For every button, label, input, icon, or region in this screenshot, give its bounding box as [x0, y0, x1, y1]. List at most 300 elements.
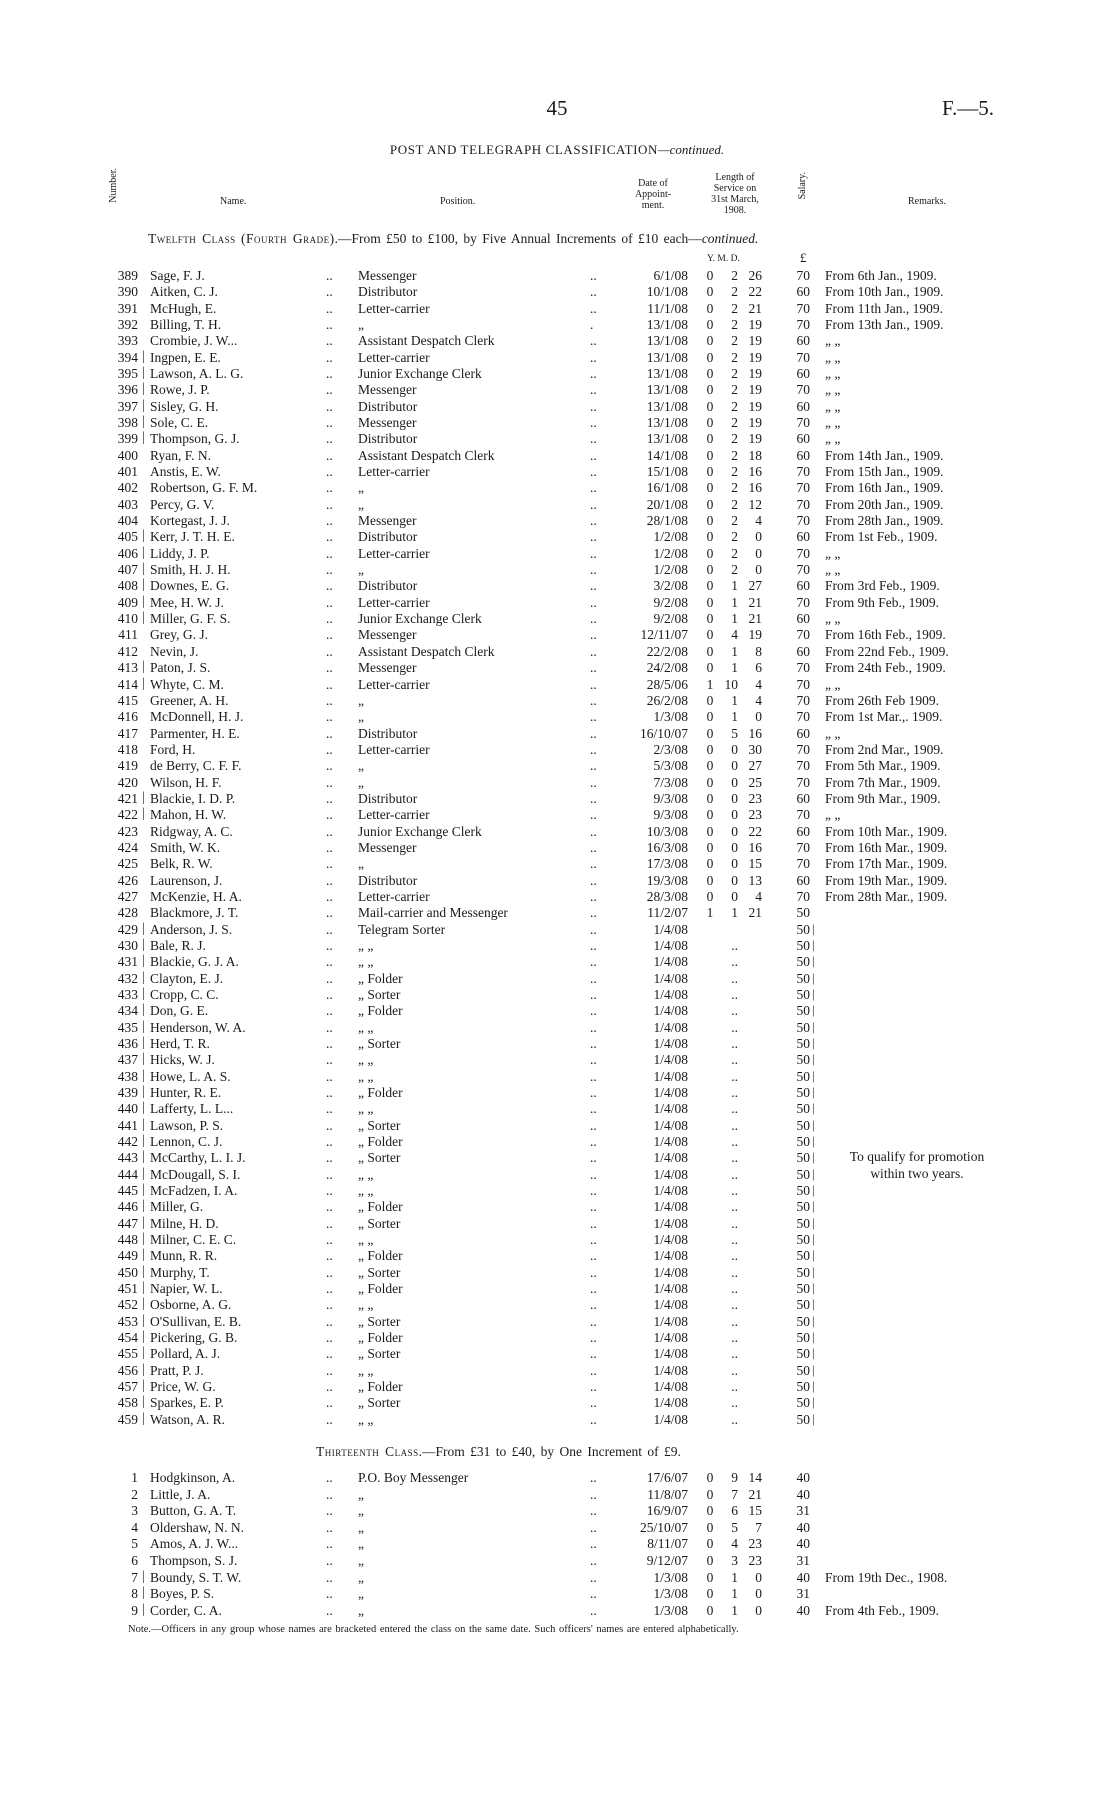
table-row	[0, 1536, 1114, 1552]
cell-sal: 40	[796, 1569, 810, 1585]
cell-pos: „ „	[358, 1411, 374, 1427]
cell-y: 0	[706, 300, 714, 316]
cell-pd: ..	[590, 1519, 597, 1535]
cell-m: ..	[731, 1019, 738, 1035]
cell-m: 0	[731, 872, 738, 888]
cell-pd: ..	[590, 1232, 597, 1248]
cell-pos: „ Sorter	[358, 1313, 401, 1329]
cell-no: 3	[131, 1503, 138, 1519]
cell-m: ..	[731, 1199, 738, 1215]
cell-rem: From 7th Mar., 1909.	[825, 774, 941, 790]
cell-date: 11/1/08	[647, 300, 688, 316]
cell-pd: ..	[590, 1199, 597, 1215]
cell-pd: ..	[590, 1035, 597, 1051]
cell-pos: „ Sorter	[358, 1117, 401, 1133]
cell-sal: 50	[796, 1085, 810, 1100]
cell-name: McDougall, S. I.	[150, 1166, 241, 1182]
cell-sal: 50	[796, 970, 810, 986]
cell-no: 455	[117, 1346, 138, 1362]
cell-pos: Junior Exchange Clerk	[358, 823, 482, 839]
cell-no: 2	[131, 1486, 138, 1502]
cell-rem: From 24th Feb., 1909.	[825, 660, 946, 676]
cell-m: 2	[731, 513, 738, 529]
cell-rem: „ „	[825, 398, 841, 414]
cell-rem: From 10th Mar., 1909.	[825, 823, 948, 839]
cell-pos: „	[358, 774, 364, 790]
cell-m: 4	[731, 1536, 738, 1552]
cell-pos: „	[358, 1486, 364, 1502]
name-bracket: |	[142, 1410, 145, 1426]
cell-m: ..	[731, 986, 738, 1002]
cell-sal: 70	[796, 807, 810, 823]
cell-pd: ..	[590, 823, 597, 839]
cell-m: ..	[731, 1150, 738, 1166]
cell-rem: From 26th Feb 1909.	[825, 692, 940, 708]
cell-sal: 60	[796, 284, 810, 300]
cell-pos: Messenger	[358, 382, 417, 398]
cell-pos: Distributor	[358, 431, 418, 447]
cell-name: Billing, T. H.	[150, 317, 222, 333]
cell-pos: Assistant Despatch Clerk	[358, 643, 495, 659]
cell-pd: ..	[590, 872, 597, 888]
group-bracket: |	[812, 1247, 815, 1263]
cell-pd: ..	[590, 954, 597, 970]
cell-sal: 50	[796, 1166, 810, 1182]
cell-m: ..	[731, 1003, 738, 1019]
cell-name: Aitken, C. J.	[150, 284, 218, 300]
table-row	[0, 954, 1114, 970]
cell-pos: „ Sorter	[358, 1395, 401, 1411]
cell-m: 1	[731, 660, 738, 676]
cell-nd: ..	[326, 1411, 333, 1427]
cell-sal: 50	[796, 1313, 810, 1329]
table-row	[0, 922, 1114, 938]
cell-pos: Letter-carrier	[358, 300, 430, 316]
cell-date: 1/4/08	[653, 1150, 688, 1166]
cell-pos: Letter-carrier	[358, 349, 430, 365]
cell-name: Sparkes, E. P.	[150, 1395, 224, 1411]
cell-y: 0	[706, 268, 714, 283]
table-row	[0, 480, 1114, 496]
cell-m: 0	[731, 774, 738, 790]
cell-name: McCarthy, L. I. J.	[150, 1150, 246, 1166]
table-row	[0, 431, 1114, 447]
col-header-date-line: ment.	[641, 200, 665, 211]
cell-sal: 60	[796, 529, 810, 545]
cell-nd: ..	[326, 888, 333, 904]
cell-y: 0	[706, 741, 714, 757]
cell-d: 13	[748, 872, 762, 888]
cell-pos: „ „	[358, 1101, 374, 1117]
cell-date: 20/1/08	[646, 496, 688, 512]
cell-date: 13/1/08	[646, 333, 688, 349]
group-bracket: |	[812, 1084, 815, 1099]
cell-pos: „ Sorter	[358, 1150, 401, 1166]
cell-pos: „ Folder	[358, 1281, 403, 1297]
cell-date: 1/3/08	[653, 709, 688, 725]
cell-sal: 70	[796, 774, 810, 790]
name-bracket: |	[142, 1568, 145, 1584]
cell-d: 27	[748, 578, 762, 594]
cell-no: 405	[117, 529, 138, 545]
cell-date: 28/5/06	[646, 676, 688, 692]
cell-date: 1/4/08	[653, 1035, 688, 1051]
cell-no: 422	[117, 807, 138, 823]
cell-pd: ..	[590, 1362, 597, 1378]
cell-y: 0	[706, 1503, 714, 1519]
name-bracket: |	[142, 1149, 145, 1165]
cell-pos: „	[358, 480, 364, 496]
cell-rem: From 5th Mar., 1909.	[825, 758, 941, 774]
col-header-name: Name.	[220, 196, 247, 207]
cell-no: 452	[117, 1297, 138, 1313]
name-bracket: |	[142, 789, 145, 805]
cell-y: 0	[706, 1486, 714, 1502]
cell-date: 1/4/08	[653, 1183, 688, 1199]
cell-nd: ..	[326, 839, 333, 855]
cell-pd: ..	[590, 300, 597, 316]
cell-sal: 60	[796, 366, 810, 382]
cell-no: 7	[131, 1569, 138, 1585]
cell-rem: From 14th Jan., 1909.	[825, 447, 944, 463]
cell-pos: P.O. Boy Messenger	[358, 1470, 469, 1485]
cell-d: 0	[755, 1569, 762, 1585]
cell-name: Miller, G. F. S.	[150, 611, 231, 627]
ymd-subheader: Y. M. D.	[707, 254, 740, 264]
cell-m: 0	[731, 823, 738, 839]
cell-m: ..	[731, 1248, 738, 1264]
col-header-length-line: 31st March,	[711, 194, 759, 205]
cell-date: 11/2/07	[647, 905, 688, 921]
table-row	[0, 677, 1114, 693]
title-main: POST AND TELEGRAPH CLASSIFICATION	[389, 142, 659, 157]
cell-rem: „ „	[825, 676, 841, 692]
group-remark-line: within two years.	[870, 1166, 964, 1181]
cell-no: 453	[117, 1313, 138, 1329]
cell-d: 0	[755, 529, 762, 545]
cell-name: Anderson, J. S.	[150, 921, 233, 937]
cell-m: ..	[731, 1362, 738, 1378]
cell-pd: ..	[590, 1346, 597, 1362]
cell-rem: From 16th Jan., 1909.	[825, 480, 944, 496]
cell-nd: ..	[326, 333, 333, 349]
cell-y: 0	[706, 578, 714, 594]
group-bracket: |	[812, 1378, 815, 1394]
cell-date: 9/12/07	[646, 1553, 688, 1568]
cell-name: Button, G. A. T.	[150, 1503, 237, 1519]
cell-pos: Messenger	[358, 627, 417, 643]
cell-m: 5	[731, 725, 738, 741]
table-row	[0, 350, 1114, 366]
cell-nd: ..	[326, 1183, 333, 1199]
name-bracket: |	[142, 561, 145, 577]
cell-sal: 70	[796, 676, 810, 692]
cell-pos: Letter-carrier	[358, 464, 430, 480]
cell-nd: ..	[326, 1586, 333, 1602]
cell-y: 0	[706, 447, 714, 463]
cell-d: 7	[755, 1519, 762, 1535]
cell-name: Greener, A. H.	[150, 692, 229, 708]
cell-nd: ..	[326, 496, 333, 512]
cell-nd: ..	[326, 856, 333, 872]
table-row	[0, 971, 1114, 987]
group-bracket: |	[812, 1034, 815, 1050]
cell-date: 1/4/08	[653, 1379, 688, 1395]
table-row	[0, 824, 1114, 840]
cell-name: Lawson, A. L. G.	[150, 366, 244, 382]
table-row	[0, 1085, 1114, 1101]
cell-no: 399	[117, 431, 138, 447]
cell-pos: Assistant Despatch Clerk	[358, 333, 495, 349]
cell-m: 2	[731, 398, 738, 414]
table-row	[0, 415, 1114, 431]
cell-name: Grey, G. J.	[150, 627, 208, 643]
name-bracket: |	[142, 1165, 145, 1181]
cell-pos: „ Folder	[358, 1199, 403, 1215]
cell-date: 15/1/08	[646, 464, 688, 480]
cell-sal: 70	[796, 268, 810, 283]
table-row	[0, 660, 1114, 676]
group-bracket: |	[812, 1394, 815, 1410]
cell-y: 0	[706, 774, 714, 790]
cell-date: 1/4/08	[653, 1248, 688, 1264]
cell-name: Little, J. A.	[150, 1486, 211, 1502]
cell-m: 0	[731, 758, 738, 774]
cell-name: de Berry, C. F. F.	[150, 758, 242, 774]
cell-d: 0	[755, 545, 762, 561]
cell-pd: ..	[590, 284, 597, 300]
table-row	[0, 726, 1114, 742]
cell-rem: „ „	[825, 562, 841, 578]
cell-date: 1/4/08	[653, 1411, 688, 1427]
cell-m: ..	[731, 1085, 738, 1100]
cell-sal: 70	[796, 545, 810, 561]
cell-pos: „ „	[358, 1362, 374, 1378]
col-header-length-line: 1908.	[723, 205, 747, 216]
cell-pd: ..	[590, 1330, 597, 1346]
cell-rem: From 13th Jan., 1909.	[825, 317, 944, 333]
col-header-date-line: Appoint-	[634, 189, 672, 200]
group-bracket: |	[812, 1214, 815, 1230]
cell-no: 436	[117, 1035, 138, 1051]
cell-nd: ..	[326, 1215, 333, 1231]
cell-pos: Junior Exchange Clerk	[358, 611, 482, 627]
cell-m: 0	[731, 741, 738, 757]
cell-pos: Messenger	[358, 660, 417, 676]
cell-nd: ..	[326, 1470, 333, 1485]
cell-y: 0	[706, 349, 714, 365]
cell-pos: „	[358, 856, 364, 872]
col-header-remarks: Remarks.	[908, 196, 947, 207]
cell-no: 441	[117, 1117, 138, 1133]
cell-pd: ..	[590, 1569, 597, 1585]
cell-no: 395	[117, 366, 138, 382]
cell-y: 0	[706, 856, 714, 872]
cell-sal: 40	[796, 1602, 810, 1618]
cell-date: 16/10/07	[639, 725, 688, 741]
cell-nd: ..	[326, 1150, 333, 1166]
cell-nd: ..	[326, 790, 333, 806]
cell-pd: ..	[590, 1183, 597, 1199]
cell-name: Henderson, W. A.	[150, 1019, 246, 1035]
cell-pos: Letter-carrier	[358, 545, 430, 561]
cell-m: 2	[731, 431, 738, 447]
name-bracket: |	[142, 1084, 145, 1099]
table-row	[0, 1183, 1114, 1199]
cell-nd: ..	[326, 1281, 333, 1297]
cell-name: Thompson, G. J.	[150, 431, 240, 447]
cell-pd: ..	[590, 839, 597, 855]
cell-date: 13/1/08	[646, 398, 688, 414]
cell-m: ..	[731, 1232, 738, 1248]
cell-pos: „ Sorter	[358, 1264, 401, 1280]
cell-nd: ..	[326, 1313, 333, 1329]
cell-y: 0	[706, 545, 714, 561]
cell-pd: ..	[590, 545, 597, 561]
cell-date: 1/2/08	[653, 545, 688, 561]
cell-m: ..	[731, 1134, 738, 1150]
cell-d: 4	[755, 513, 762, 529]
cell-pos: „ „	[358, 1232, 374, 1248]
name-bracket: |	[142, 1585, 145, 1601]
cell-name: Pollard, A. J.	[150, 1346, 221, 1362]
cell-name: Rowe, J. P.	[150, 382, 210, 398]
cell-no: 403	[117, 496, 138, 512]
name-bracket: |	[142, 365, 145, 381]
cell-m: 7	[731, 1486, 738, 1502]
name-bracket: |	[142, 1263, 145, 1279]
cell-sal: 50	[796, 986, 810, 1002]
group-bracket: |	[812, 1280, 815, 1296]
cell-pd: ..	[590, 709, 597, 725]
cell-nd: ..	[326, 1068, 333, 1084]
cell-name: Boundy, S. T. W.	[150, 1569, 242, 1585]
cell-date: 1/4/08	[653, 970, 688, 986]
group-bracket: |	[812, 1296, 815, 1312]
cell-name: Price, W. G.	[150, 1379, 216, 1395]
cell-sal: 60	[796, 725, 810, 741]
cell-m: ..	[731, 1052, 738, 1068]
cell-no: 431	[117, 954, 138, 970]
table-row	[0, 611, 1114, 627]
cell-date: 1/4/08	[653, 921, 688, 937]
cell-d: 19	[748, 317, 762, 333]
cell-no: 438	[117, 1068, 138, 1084]
cell-m: 5	[731, 1519, 738, 1535]
cell-nd: ..	[326, 513, 333, 529]
cell-nd: ..	[326, 692, 333, 708]
cell-y: 0	[706, 1569, 714, 1585]
cell-m: 1	[731, 1602, 738, 1618]
table-row	[0, 1003, 1114, 1019]
cell-pd: ..	[590, 415, 597, 431]
cell-sal: 50	[796, 1003, 810, 1019]
cell-pos: Distributor	[358, 529, 418, 545]
cell-no: 420	[117, 774, 138, 790]
cell-pos: Letter-carrier	[358, 741, 430, 757]
cell-d: 16	[748, 464, 762, 480]
cell-date: 1/4/08	[653, 1166, 688, 1182]
table-row	[0, 1216, 1114, 1232]
table-row	[0, 889, 1114, 905]
cell-name: Lafferty, L. L...	[150, 1101, 234, 1117]
cell-pos: Letter-carrier	[358, 594, 430, 610]
cell-pos: „ „	[358, 1166, 374, 1182]
cell-rem: From 3rd Feb., 1909.	[825, 578, 940, 594]
cell-rem: From 16th Mar., 1909.	[825, 839, 948, 855]
table-row	[0, 1036, 1114, 1052]
cell-sal: 50	[796, 1297, 810, 1313]
cell-pos: „ „	[358, 1068, 374, 1084]
cell-date: 19/3/08	[646, 872, 688, 888]
cell-nd: ..	[326, 1052, 333, 1068]
group-bracket: |	[812, 1345, 815, 1361]
name-bracket: |	[142, 920, 145, 936]
cell-date: 1/4/08	[653, 1297, 688, 1313]
cell-m: 2	[731, 562, 738, 578]
name-bracket: |	[142, 1018, 145, 1034]
cell-date: 1/2/08	[653, 529, 688, 545]
cell-sal: 50	[796, 1052, 810, 1068]
cell-sal: 31	[796, 1503, 810, 1519]
name-bracket: |	[142, 1231, 145, 1247]
table-row	[0, 1330, 1114, 1346]
name-bracket: |	[142, 659, 145, 675]
cell-pd: ..	[590, 921, 597, 937]
cell-name: Howe, L. A. S.	[150, 1068, 231, 1084]
class-name: Twelfth Class	[148, 231, 236, 246]
cell-pos: „	[358, 1519, 364, 1535]
cell-sal: 60	[796, 447, 810, 463]
cell-no: 451	[117, 1281, 138, 1297]
cell-pos: „ Folder	[358, 1003, 403, 1019]
page-number: 45	[546, 96, 568, 120]
table-row	[0, 1101, 1114, 1117]
cell-m: 2	[731, 366, 738, 382]
name-bracket: |	[142, 1214, 145, 1230]
name-bracket: |	[142, 969, 145, 985]
cell-pd: ..	[590, 1553, 597, 1568]
cell-pos: Junior Exchange Clerk	[358, 366, 482, 382]
cell-date: 1/4/08	[653, 1362, 688, 1378]
cell-pos: Letter-carrier	[358, 807, 430, 823]
cell-pos: „	[358, 1503, 364, 1519]
cell-name: Paton, J. S.	[150, 660, 211, 676]
cell-no: 433	[117, 986, 138, 1002]
cell-pos: „ Sorter	[358, 1215, 401, 1231]
cell-no: 426	[117, 872, 138, 888]
cell-date: 8/11/07	[647, 1536, 688, 1552]
cell-m: 6	[731, 1503, 738, 1519]
cell-nd: ..	[326, 1486, 333, 1502]
cell-pd: ..	[590, 660, 597, 676]
cell-name: Ridgway, A. C.	[150, 823, 233, 839]
cell-no: 392	[117, 317, 138, 333]
cell-pd: ..	[590, 937, 597, 953]
cell-no: 444	[117, 1166, 138, 1182]
cell-sal: 50	[796, 1215, 810, 1231]
cell-date: 10/3/08	[646, 823, 688, 839]
cell-m: ..	[731, 1035, 738, 1051]
table-row	[0, 464, 1114, 480]
cell-pd: ..	[590, 333, 597, 349]
cell-no: 443	[117, 1150, 138, 1166]
cell-pos: „	[358, 317, 364, 333]
cell-rem: „ „	[825, 415, 841, 431]
cell-no: 391	[117, 300, 138, 316]
cell-m: 1	[731, 905, 738, 921]
cell-m: ..	[731, 1411, 738, 1427]
